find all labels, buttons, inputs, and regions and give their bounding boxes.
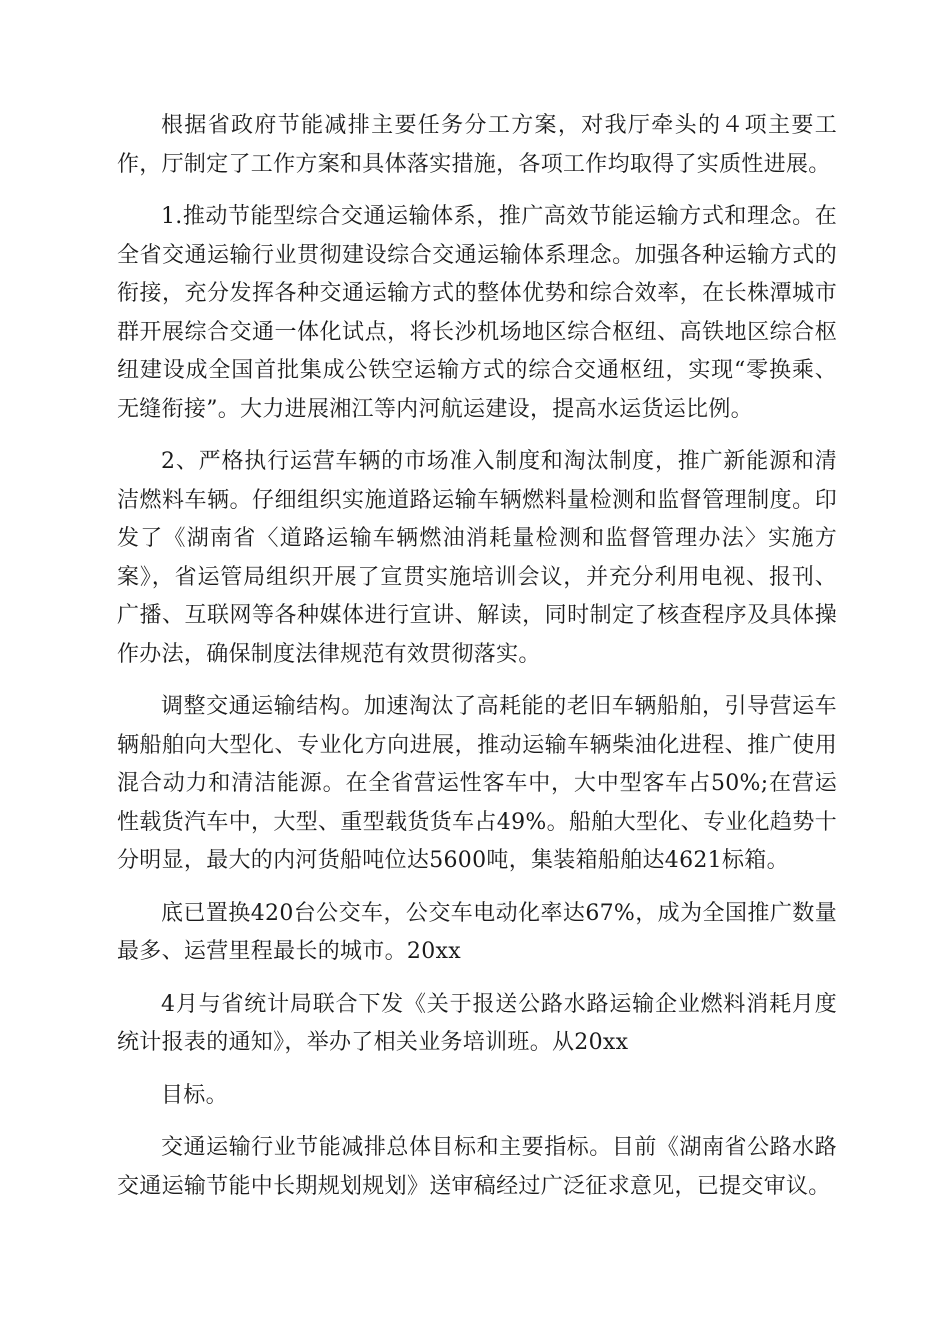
paragraph-statistics: 4月与省统计局联合下发《关于报送公路水路运输企业燃料消耗月度统计报表的通知》，举办了相关业务培训班。从20xx <box>117 991 837 1055</box>
paragraph-item-1: 1.推动节能型综合交通运输体系，推广高效节能运输方式和理念。在全省交通运输行业贯彻建设综合交通运输体系理念。加强各种运输方式的衔接，充分发挥各种交通运输方式的整体优势和综合效率，在长株潭城市群开展综合交通一体化试点，将长沙机场地区综合枢纽、高铁地区综合枢纽建设成全国首批集成公铁空运输方式的综合交通枢纽，实现“零换乘、无缝衔接”。大力进展湘江等内河航运建设，提高水运货运比例。 <box>117 204 837 422</box>
paragraph-intro: 根据省政府节能减排主要任务分工方案，对我厅牵头的４项主要工作，厅制定了工作方案和具体落实措施，各项工作均取得了实质性进展。 <box>117 113 837 177</box>
paragraph-plan: 交通运输行业节能减排总体目标和主要指标。目前《湖南省公路水路交通运输节能中长期规划规划》送审稿经过广泛征求意见，已提交审议。 <box>117 1135 837 1199</box>
paragraph-bus: 底已置换420台公交车，公交车电动化率达67%，成为全国推广数量最多、运营里程最长的城市。20xx <box>117 900 837 964</box>
document-body <box>117 107 837 1220</box>
paragraph-item-2: 2、严格执行运营车辆的市场准入制度和淘汰制度，推广新能源和清洁燃料车辆。仔细组织实施道路运输车辆燃料量检测和监督管理制度。印发了《湖南省〈道路运输车辆燃油消耗量检测和监督管理办法〉实施方案》，省运管局组织开展了宣贯实施培训会议，并充分利用电视、报刊、广播、互联网等各种媒体进行宣讲、解读，同时制定了核查程序及具体操作办法，确保制度法律规范有效贯彻落实。 <box>117 449 837 667</box>
paragraph-structure: 调整交通运输结构。加速淘汰了高耗能的老旧车辆船舶，引导营运车辆船舶向大型化、专业化方向进展，推动运输车辆柴油化进程、推广使用混合动力和清洁能源。在全省营运性客车中，大中型客车占50%;在营运性载货汽车中，大型、重型载货货车占49%。船舶大型化、专业化趋势十分明显，最大的内河货船吨位达5600吨，集装箱船舶达4621标箱。 <box>117 694 837 873</box>
paragraph-target: 目标。 <box>161 1082 228 1108</box>
